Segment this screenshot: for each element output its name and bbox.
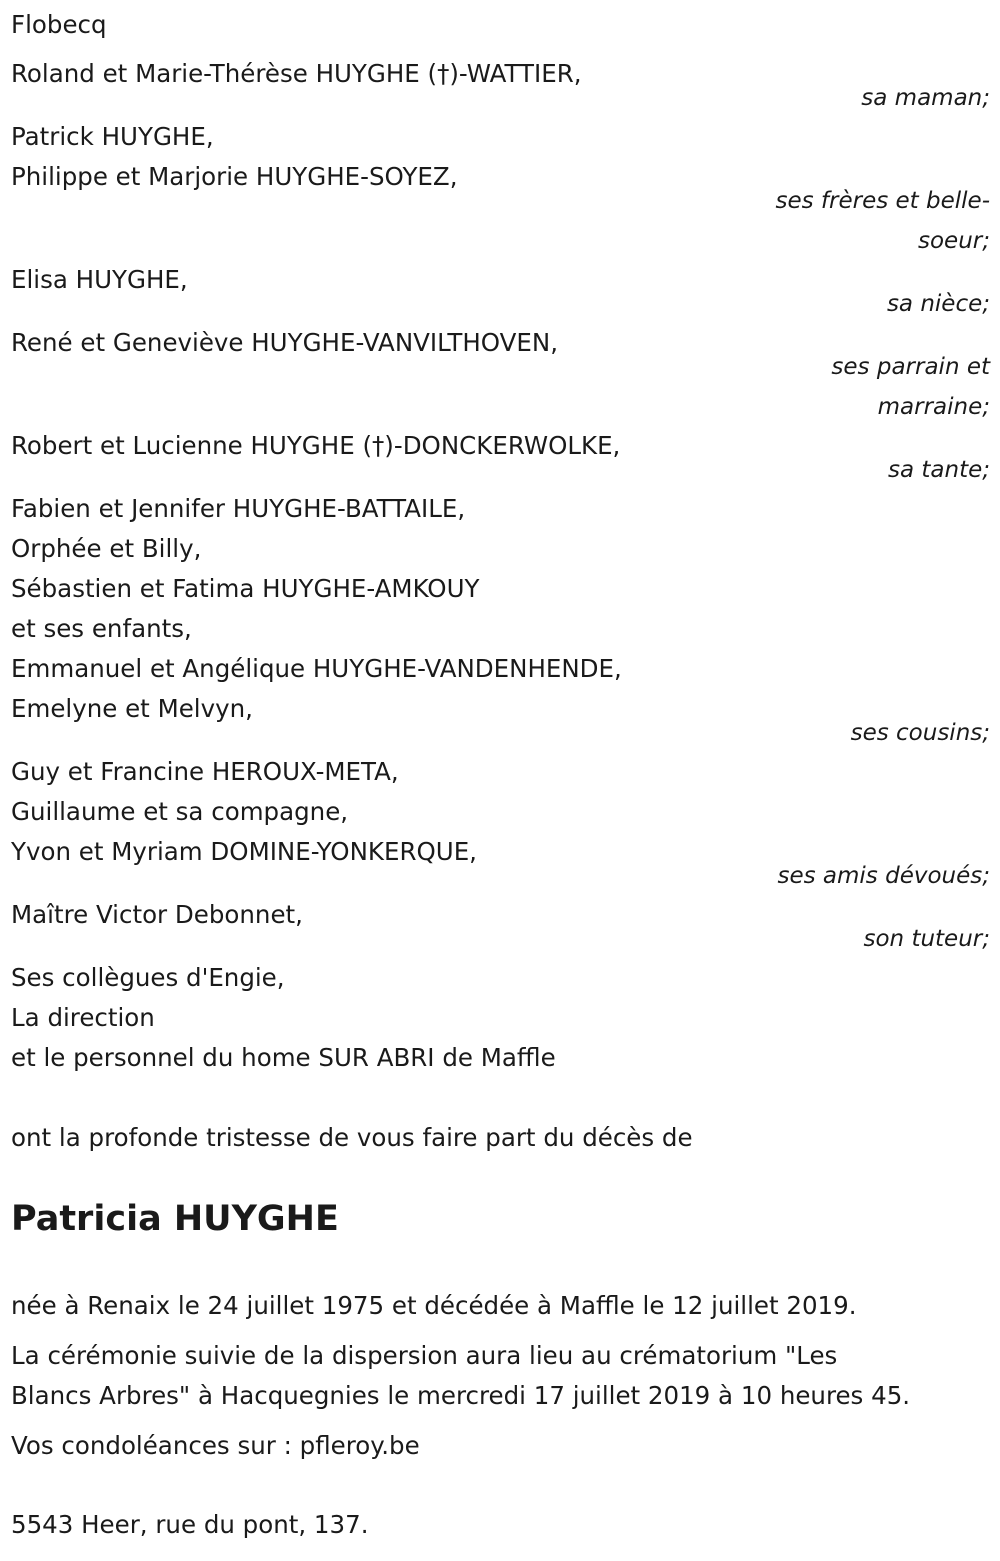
family-line: Philippe et Marjorie HUYGHE-SOYEZ, [11,162,458,191]
family-line: et ses enfants, [11,614,192,643]
location: Flobecq [11,10,107,39]
family-line: Orphée et Billy, [11,534,202,563]
birth-death-text: née à Renaix le 24 juillet 1975 et décédée à Maffle le 12 juillet 2019. [11,1291,857,1320]
family-line: Fabien et Jennifer HUYGHE-BATTAILE, [11,494,466,523]
family-line: Ses collègues d'Engie, [11,963,285,992]
ceremony-text: La cérémonie suivie de la dispersion aura lieu au crématorium "Les [11,1341,838,1370]
family-line: Elisa HUYGHE, [11,265,188,294]
family-line: Emelyne et Melvyn, [11,694,253,723]
family-line: Roland et Marie-Thérèse HUYGHE (†)-WATTIER, [11,59,582,88]
family-line: Emmanuel et Angélique HUYGHE-VANDENHENDE, [11,654,622,683]
ceremony-text: Blancs Arbres" à Hacquegnies le mercredi 17 juillet 2019 à 10 heures 45. [11,1381,911,1410]
announcement-text: ont la profonde tristesse de vous faire part du décès de [11,1123,693,1152]
family-line: René et Geneviève HUYGHE-VANVILTHOVEN, [11,328,559,357]
deceased-name: Patricia HUYGHE [11,1199,339,1239]
relation-label: sa nièce; [886,291,990,317]
family-line: Guillaume et sa compagne, [11,797,349,826]
condolences-text: Vos condoléances sur : pfleroy.be [11,1431,420,1460]
family-line: Guy et Francine HEROUX-META, [11,757,399,786]
relation-label: marraine; [877,394,990,420]
family-line: La direction [11,1003,155,1032]
family-line: et le personnel du home SUR ABRI de Maffle [11,1043,556,1072]
family-line: Yvon et Myriam DOMINE-YONKERQUE, [11,837,477,866]
relation-label: son tuteur; [863,926,990,952]
family-line: Sébastien et Fatima HUYGHE-AMKOUY [11,574,480,603]
relation-label: sa tante; [888,457,990,483]
relation-label: ses frères et belle- [775,188,990,214]
family-line: Robert et Lucienne HUYGHE (†)-DONCKERWOLKE, [11,431,621,460]
family-line: Maître Victor Debonnet, [11,900,303,929]
address-text: 5543 Heer, rue du pont, 137. [11,1510,369,1539]
relation-label: sa maman; [861,85,990,111]
relation-label: ses parrain et [831,354,990,380]
relation-label: ses amis dévoués; [777,863,990,889]
family-line: Patrick HUYGHE, [11,122,214,151]
relation-label: soeur; [918,228,990,254]
relation-label: ses cousins; [850,720,990,746]
